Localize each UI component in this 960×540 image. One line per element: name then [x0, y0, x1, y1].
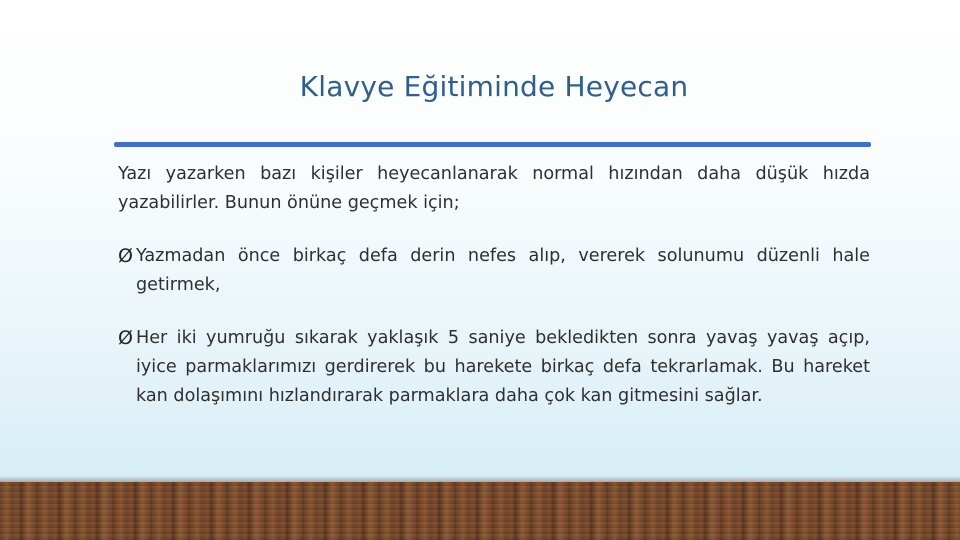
arrow-bullet-icon: Ø	[118, 327, 133, 349]
intro-paragraph: Yazı yazarken bazı kişiler heyecanlanarak normal hızından daha düşük hızda yazabilirler. Bunun önüne geçmek için;	[118, 164, 870, 213]
title-divider	[114, 142, 871, 147]
bullet-item	[118, 242, 870, 300]
bullet-item	[118, 324, 870, 411]
slide-content	[118, 160, 870, 411]
arrow-bullet-icon: Ø	[118, 245, 133, 267]
bullet-text: Her iki yumruğu sıkarak yaklaşık 5 saniye bekledikten sonra yavaş yavaş açıp, iyice parmaklarımızı gerdirerek bu harekete birkaç defa tekrarlamak. Bu hareket kan dolaşımını hızlandırarak parmaklara daha çok kan gitmesini sağlar.	[136, 328, 870, 406]
wooden-floor-background	[0, 482, 960, 540]
slide-title: Klavye Eğitiminde Heyecan	[299, 70, 689, 103]
bullet-text: Yazmadan önce birkaç defa derin nefes alıp, vererek solunumu düzenli hale getirmek,	[136, 246, 870, 295]
